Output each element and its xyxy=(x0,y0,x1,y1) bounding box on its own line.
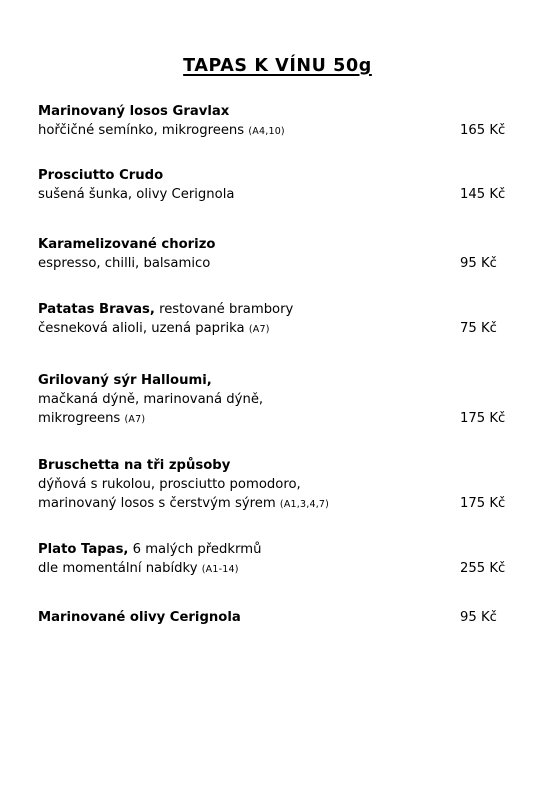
item-price: 165 Kč xyxy=(460,123,506,138)
menu-title: TAPAS K VÍNU 50g xyxy=(183,56,372,76)
item-name: Marinovaný losos Gravlax xyxy=(38,104,230,119)
item-price: 255 Kč xyxy=(460,561,506,576)
item-price: 145 Kč xyxy=(460,187,506,202)
item-description: hořčičné semínko, mikrogreens xyxy=(38,123,245,138)
item-description: česneková alioli, uzená paprika xyxy=(38,321,245,336)
item-name: Marinované olivy Cerignola xyxy=(38,610,241,625)
item-name: Plato Tapas, xyxy=(38,542,129,557)
item-name-suffix: restované brambory xyxy=(154,302,294,317)
item-description: mačkaná dýně, marinovaná dýně, xyxy=(38,392,264,407)
item-allergens: (A4,10) xyxy=(248,126,285,137)
item-price: 95 Kč xyxy=(460,256,497,271)
item-name: Prosciutto Crudo xyxy=(38,168,164,183)
item-price: 75 Kč xyxy=(460,321,497,336)
item-allergens: (A7) xyxy=(248,324,270,335)
item-name: Grilovaný sýr Halloumi, xyxy=(38,373,212,388)
item-name: Bruschetta na tři způsoby xyxy=(38,458,231,473)
item-description: marinovaný losos s čerstvým sýrem xyxy=(38,496,276,511)
item-description: mikrogreens xyxy=(38,411,121,426)
item-name-suffix: 6 malých předkrmů xyxy=(128,542,262,557)
menu-item-prosciutto-crudo xyxy=(38,166,518,204)
menu-item-chorizo xyxy=(38,235,518,273)
item-allergens: (A7) xyxy=(124,414,146,425)
menu-item-gravlax xyxy=(38,102,518,141)
menu-item-patatas-bravas xyxy=(38,300,518,339)
item-description: espresso, chilli, balsamico xyxy=(38,256,211,271)
item-price: 95 Kč xyxy=(460,610,497,625)
item-description: dle momentální nabídky xyxy=(38,561,198,576)
item-price: 175 Kč xyxy=(460,411,506,426)
item-price: 175 Kč xyxy=(460,496,506,511)
menu-item-bruschetta xyxy=(38,456,518,514)
item-allergens: (A1-14) xyxy=(201,564,239,575)
item-description: sušená šunka, olivy Cerignola xyxy=(38,187,235,202)
item-description: dýňová s rukolou, prosciutto pomodoro, xyxy=(38,477,301,492)
menu-item-plato-tapas xyxy=(38,540,518,579)
item-name: Patatas Bravas, xyxy=(38,302,155,317)
item-allergens: (A1,3,4,7) xyxy=(279,499,330,510)
item-name: Karamelizované chorizo xyxy=(38,237,216,252)
menu-item-olives xyxy=(38,608,518,627)
menu-item-halloumi xyxy=(38,371,518,429)
